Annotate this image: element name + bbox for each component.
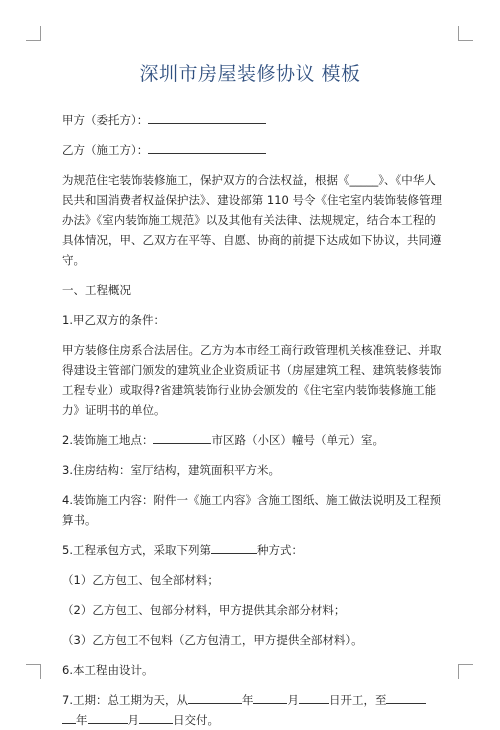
- item-7-end-year-blank: [62, 710, 76, 724]
- item-7-line: [62, 690, 444, 710]
- item-2-blank: [153, 430, 211, 444]
- crop-mark-bottom-right: [458, 664, 473, 679]
- item-1-body: 甲方装修住房系合法居住。乙方为本市经工商行政管理机关核准登记、并取得建设主管部门颁发的建筑业企业资质证书（房屋建筑工程、建筑装修装饰工程专业）或取得?省建筑装饰行业协会颁发的《住宅室内装饰装修施工能力》证明书的单位。: [62, 343, 442, 417]
- document-title: 深圳市房屋装修协议 模板: [139, 63, 361, 85]
- item-7-month-blank: [253, 690, 287, 704]
- item-7-line-continued: [62, 710, 444, 730]
- item-7-end-day-blank: [139, 710, 173, 724]
- party-b-label: 乙方（施工方）：: [62, 143, 149, 157]
- crop-mark-bottom-left: [26, 664, 41, 679]
- item-6-line: 6.本工程由设计。: [62, 663, 154, 677]
- item-7-year-blank: [188, 690, 242, 704]
- item-5-blank: [211, 540, 257, 554]
- party-b-line: [62, 140, 444, 160]
- crop-mark-top-right: [458, 26, 473, 41]
- item-5-line: [62, 540, 444, 560]
- item-5-prefix: 5.工程承包方式，采取下列第: [62, 543, 211, 557]
- party-a-label: 甲方（委托方）：: [62, 113, 149, 127]
- item-7-end-year-blank-part1: [386, 690, 426, 704]
- section-1-heading: 一、工程概况: [62, 283, 131, 297]
- crop-mark-top-left: [26, 26, 41, 41]
- item-4-line: 4.装饰施工内容：附件一《施工内容》含施工图纸、施工做法说明及工程预算书。: [62, 493, 441, 527]
- document-body: [62, 110, 444, 730]
- party-b-blank: [148, 140, 266, 154]
- item-7-month2-label: 月: [127, 713, 139, 727]
- item-2-suffix: 市区路（小区）幢号（单元）室。: [211, 433, 384, 447]
- item-7-end-label: 日交付。: [173, 713, 219, 727]
- item-7-year-label: 年: [241, 693, 254, 707]
- option-3-line: （3）乙方包工不包料（乙方包清工，甲方提供全部材料）。: [62, 633, 363, 647]
- item-7-month-label: 月: [287, 693, 299, 707]
- item-7-start-label: 日开工，至: [328, 693, 387, 707]
- item-3-line: 3.住房结构：室厅结构，建筑面积平方米。: [62, 463, 280, 477]
- item-7-end-month-blank: [88, 710, 128, 724]
- option-1-line: （1）乙方包工、包全部材料；: [62, 573, 219, 587]
- item-1-heading: 1.甲乙双方的条件：: [62, 313, 165, 327]
- item-7-day-blank: [299, 690, 329, 704]
- intro-paragraph: 为规范住宅装饰装修施工，保护双方的合法权益，根据《_____》、《中华人民共和国消费者权益保护法》、建设部第 110 号令《住宅室内装饰装修管理办法》《室内装饰施工规范》以及其他有关法律、法规规定，结合本工程的具体情况，甲、乙双方在平等、自愿、协商的前提下达成如下协议，共同遵守。: [62, 173, 443, 267]
- party-a-blank: [148, 110, 266, 124]
- item-7-year2-label: 年: [76, 713, 88, 727]
- item-5-suffix: 种方式：: [256, 543, 303, 557]
- item-7-prefix: 7.工期：总工期为天，从: [62, 693, 188, 707]
- item-2-line: [62, 430, 444, 450]
- party-a-line: [62, 110, 444, 130]
- item-2-prefix: 2.装饰施工地点：: [62, 433, 154, 447]
- option-2-line: （2）乙方包工、包部分材料，甲方提供其余部分材料；: [62, 603, 346, 617]
